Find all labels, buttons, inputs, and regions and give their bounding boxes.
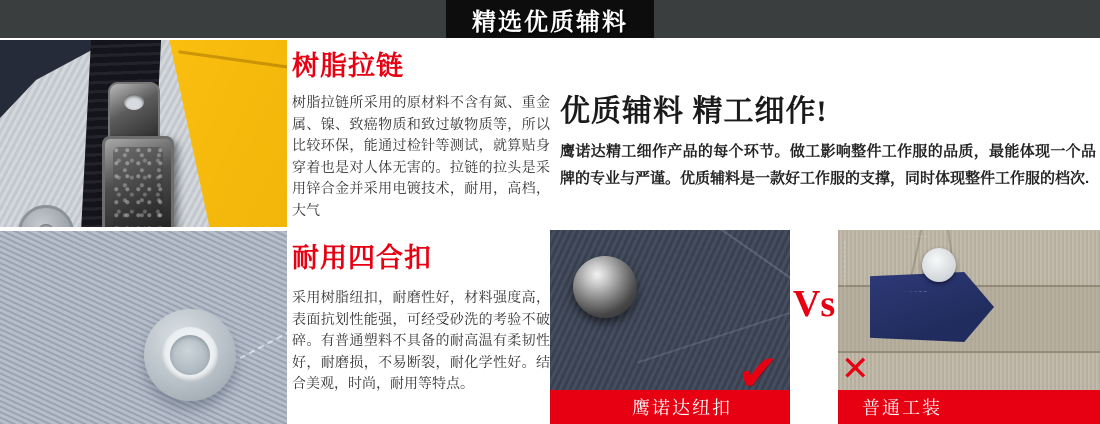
zipper-heading: 树脂拉链 — [292, 51, 404, 81]
generic-workwear-photo — [838, 230, 1100, 390]
zipper-pull-face — [113, 147, 163, 227]
snap-heading: 耐用四合扣 — [292, 243, 432, 273]
quality-heading: 优质辅料 精工细作! — [560, 95, 828, 128]
zipper-photo — [0, 40, 287, 227]
generic-caption-bar — [838, 390, 1100, 424]
zipper-pull-tab — [102, 136, 174, 227]
brand-caption-label: 鹰诺达纽扣 — [632, 398, 732, 418]
small-snap-center — [37, 224, 55, 227]
snap-button-photo — [0, 231, 287, 424]
section-banner — [0, 0, 1100, 38]
banner-title: 精选优质辅料 — [472, 8, 628, 36]
quality-description: 鹰诺达精工细作产品的每个环节。做工影响整件工作服的品质，最能体现一个品牌的专业与严谨。优质辅料是一款好工作服的支撑，同时体现整件工作服的档次. — [560, 143, 1096, 187]
small-snap-button — [18, 205, 74, 227]
snap-outer-ring — [144, 309, 236, 401]
generic-caption-label: 普通工装 — [862, 398, 942, 418]
x-icon: ✕ — [841, 350, 870, 388]
metal-dome-button — [573, 256, 637, 318]
check-icon: ✔ — [737, 345, 779, 401]
snap-core — [170, 335, 210, 375]
snap-middle-ring — [162, 327, 218, 383]
zipper-slider — [108, 82, 160, 140]
zipper-description: 树脂拉链所采用的原材料不含有氮、重金属、镍、致癌物质和致过敏物质等，所以比较环保，能通过检针等测试，就算贴身穿着也是对人体无害的。拉链的拉头是采用锌合金并采用电镀技术，耐用，高档，大气 — [292, 94, 550, 218]
vs-label: Vs — [792, 283, 836, 325]
zipper-slider-hole — [124, 94, 144, 110]
white-snap-button — [922, 248, 956, 282]
snap-description: 采用树脂纽扣，耐磨性好，材料强度高，表面抗划性能强，可经受砂洗的考验不破碎。有普通塑料不具备的耐高温有柔韧性好，耐磨损，不易断裂，耐化学性好。结合美观，时尚，耐用等特点。 — [292, 289, 550, 391]
banner-center-block — [446, 0, 654, 38]
